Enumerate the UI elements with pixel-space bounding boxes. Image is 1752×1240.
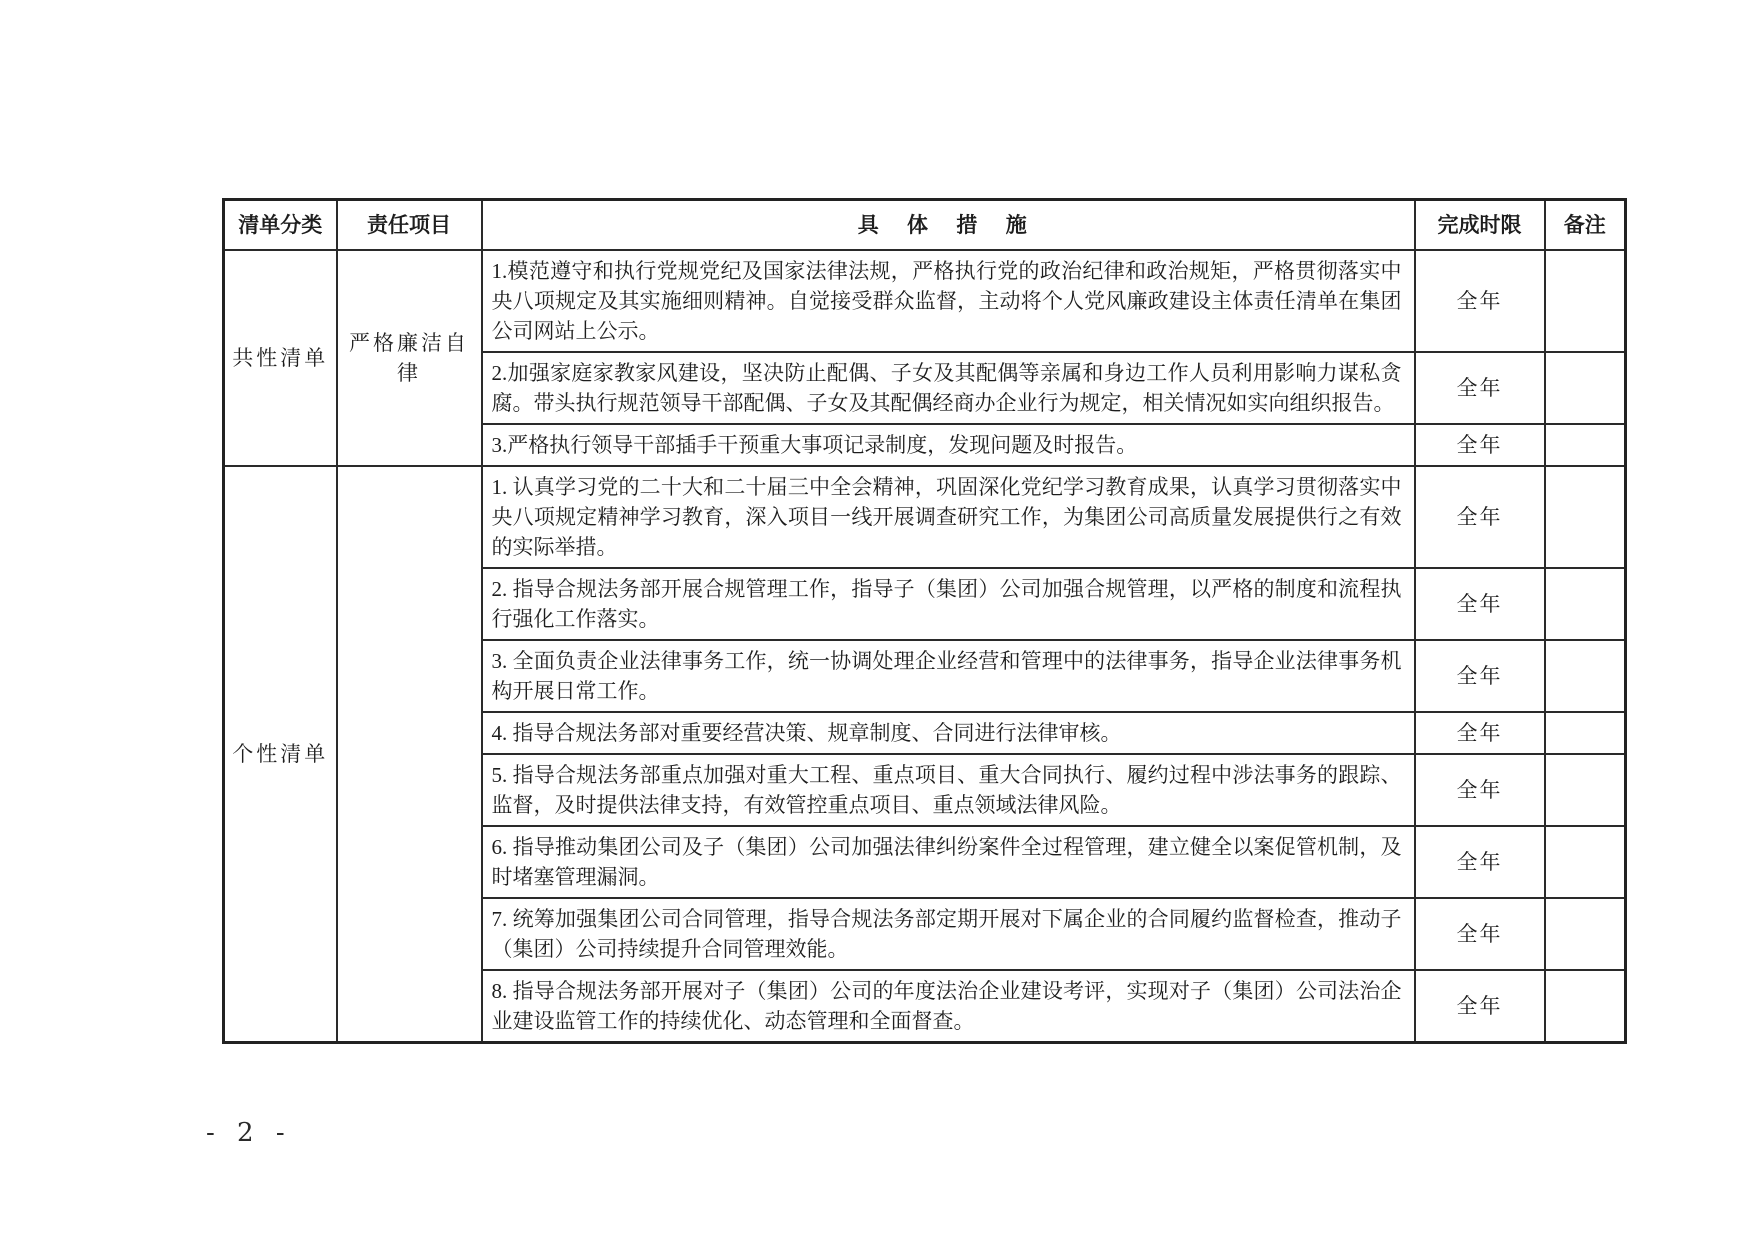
remark-cell [1545, 640, 1626, 712]
table-header-row [224, 200, 1626, 251]
measure-cell: 3.严格执行领导干部插手干预重大事项记录制度，发现问题及时报告。 [482, 424, 1415, 466]
remark-cell [1545, 898, 1626, 970]
deadline-cell: 全年 [1415, 826, 1545, 898]
measure-cell: 1. 认真学习党的二十大和二十届三中全会精神，巩固深化党纪学习教育成果，认真学习贯彻落实中央八项规定精神学习教育，深入项目一线开展调查研究工作，为集团公司高质量发展提供行之有效的实际举措。 [482, 466, 1415, 568]
project-cell: 严格廉洁自律 [337, 250, 482, 466]
deadline-cell: 全年 [1415, 712, 1545, 754]
measure-cell: 5. 指导合规法务部重点加强对重大工程、重点项目、重大合同执行、履约过程中涉法事务的跟踪、监督，及时提供法律支持，有效管控重点项目、重点领域法律风险。 [482, 754, 1415, 826]
remark-cell [1545, 970, 1626, 1043]
deadline-cell: 全年 [1415, 568, 1545, 640]
category-cell: 个性清单 [224, 466, 337, 1043]
category-cell: 共性清单 [224, 250, 337, 466]
measure-cell: 2. 指导合规法务部开展合规管理工作，指导子（集团）公司加强合规管理，以严格的制度和流程执行强化工作落实。 [482, 568, 1415, 640]
remark-cell [1545, 712, 1626, 754]
measure-cell: 3. 全面负责企业法律事务工作，统一协调处理企业经营和管理中的法律事务，指导企业法律事务机构开展日常工作。 [482, 640, 1415, 712]
remark-cell [1545, 466, 1626, 568]
deadline-cell: 全年 [1415, 250, 1545, 352]
col-header-remark: 备注 [1545, 200, 1626, 251]
page-number: - 2 - [206, 1118, 292, 1148]
project-cell [337, 466, 482, 1043]
measure-cell: 2.加强家庭家教家风建设，坚决防止配偶、子女及其配偶等亲属和身边工作人员利用影响力谋私贪腐。带头执行规范领导干部配偶、子女及其配偶经商办企业行为规定，相关情况如实向组织报告。 [482, 352, 1415, 424]
deadline-cell: 全年 [1415, 466, 1545, 568]
measure-cell: 6. 指导推动集团公司及子（集团）公司加强法律纠纷案件全过程管理，建立健全以案促管机制，及时堵塞管理漏洞。 [482, 826, 1415, 898]
remark-cell [1545, 826, 1626, 898]
deadline-cell: 全年 [1415, 640, 1545, 712]
col-header-project: 责任项目 [337, 200, 482, 251]
col-header-measure: 具 体 措 施 [482, 200, 1415, 251]
measure-cell: 8. 指导合规法务部开展对子（集团）公司的年度法治企业建设考评，实现对子（集团）公司法治企业建设监管工作的持续优化、动态管理和全面督查。 [482, 970, 1415, 1043]
remark-cell [1545, 568, 1626, 640]
deadline-cell: 全年 [1415, 898, 1545, 970]
col-header-category: 清单分类 [224, 200, 337, 251]
remark-cell [1545, 352, 1626, 424]
deadline-cell: 全年 [1415, 424, 1545, 466]
table-row [224, 250, 1626, 352]
deadline-cell: 全年 [1415, 970, 1545, 1043]
responsibility-table [222, 198, 1627, 1044]
deadline-cell: 全年 [1415, 754, 1545, 826]
measure-cell: 1.模范遵守和执行党规党纪及国家法律法规，严格执行党的政治纪律和政治规矩，严格贯彻落实中央八项规定及其实施细则精神。自觉接受群众监督，主动将个人党风廉政建设主体责任清单在集团公司网站上公示。 [482, 250, 1415, 352]
measure-cell: 4. 指导合规法务部对重要经营决策、规章制度、合同进行法律审核。 [482, 712, 1415, 754]
remark-cell [1545, 250, 1626, 352]
remark-cell [1545, 424, 1626, 466]
col-header-deadline: 完成时限 [1415, 200, 1545, 251]
measure-cell: 7. 统筹加强集团公司合同管理，指导合规法务部定期开展对下属企业的合同履约监督检查，推动子（集团）公司持续提升合同管理效能。 [482, 898, 1415, 970]
deadline-cell: 全年 [1415, 352, 1545, 424]
remark-cell [1545, 754, 1626, 826]
table-row [224, 466, 1626, 568]
